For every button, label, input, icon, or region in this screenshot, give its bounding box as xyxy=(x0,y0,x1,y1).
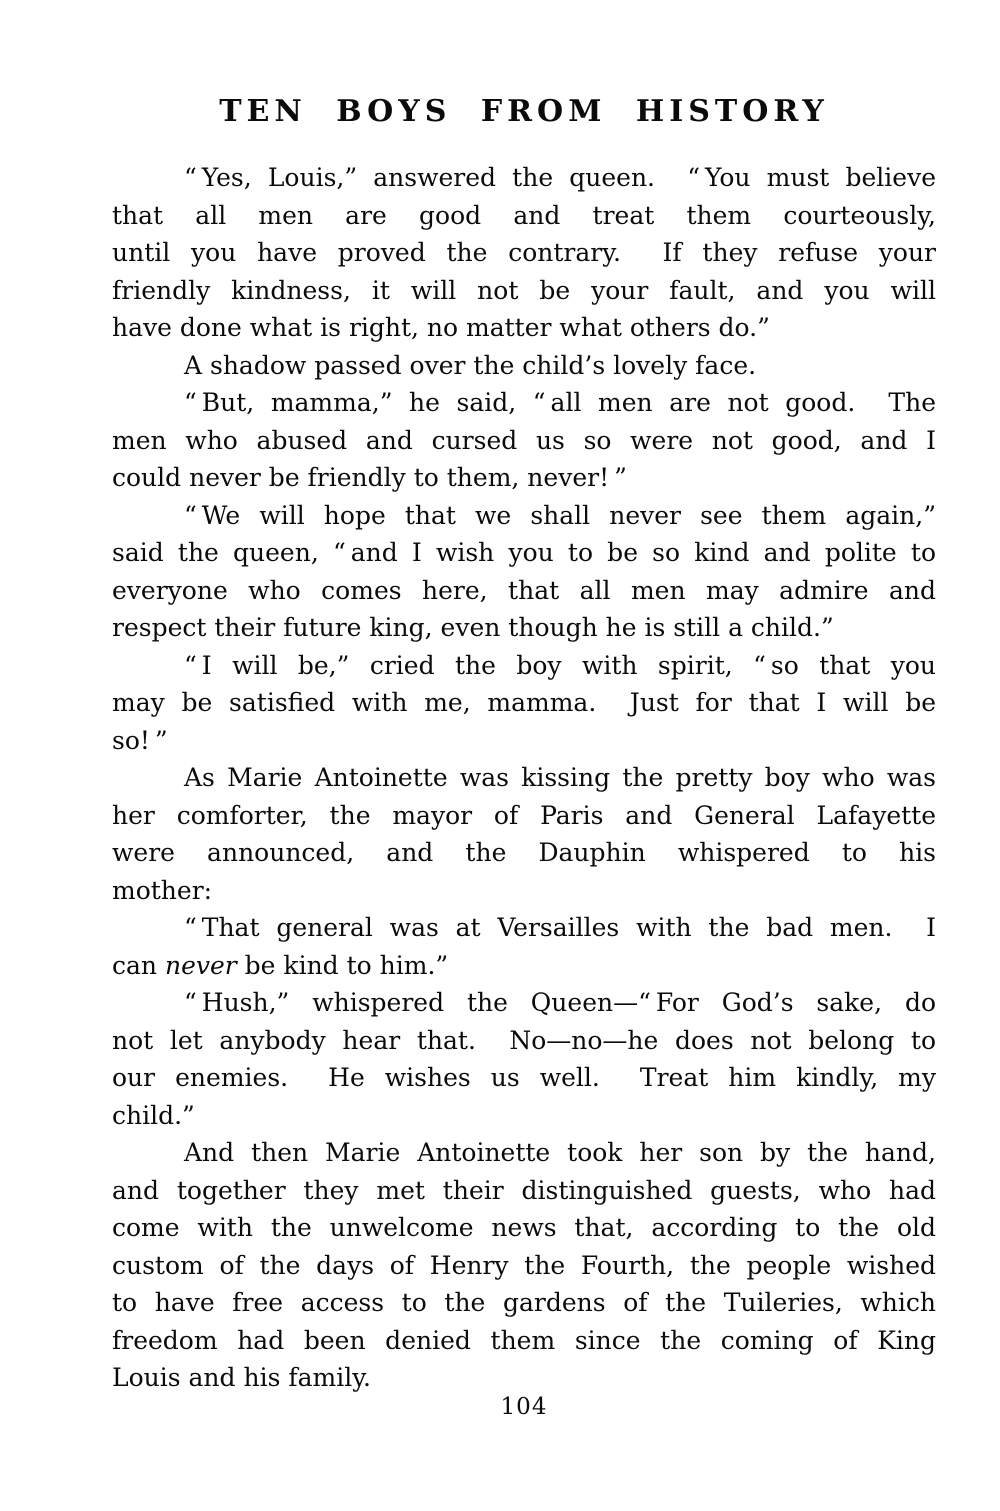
text-line: our enemies. He wishes us well. Treat him kindly, my xyxy=(112,1063,936,1092)
body-text xyxy=(112,159,936,1397)
italic-word: never xyxy=(164,950,237,980)
text-line: said the queen, “ and I wish you to be so kind and polite to xyxy=(112,538,936,567)
text-line: mother: xyxy=(112,875,213,905)
text-line: A shadow passed over the child’s lovely face. xyxy=(184,350,757,380)
text-line: so! ” xyxy=(112,725,168,755)
text-line: friendly kindness, it will not be your fault, and you will xyxy=(112,275,936,305)
paragraph xyxy=(112,384,936,497)
text-line: “ That general was at Versailles with the bad men. I xyxy=(184,913,936,942)
paragraph xyxy=(112,1134,936,1397)
text-line: not let anybody hear that. No—no—he does not belong to xyxy=(112,1025,936,1055)
paragraph xyxy=(112,159,936,347)
text-line: As Marie Antoinette was kissing the pretty boy who was xyxy=(184,763,936,792)
text-line: “ Hush,” whispered the Queen—“ For God’s sake, do xyxy=(184,988,936,1017)
text-line: And then Marie Antoinette took her son by the hand, xyxy=(184,1138,936,1167)
text-line: were announced, and the Dauphin whispered to his xyxy=(112,838,936,867)
text-line: everyone who comes here, that all men may admire and xyxy=(112,575,936,605)
text-line: Louis and his family. xyxy=(112,1363,371,1392)
text-segment: can xyxy=(112,950,165,980)
text-line: and together they met their distinguished guests, who had xyxy=(112,1175,936,1205)
text-line: “ But, mamma,” he said, “ all men are not good. The xyxy=(184,388,936,417)
text-line: until you have proved the contrary. If they refuse your xyxy=(112,238,936,267)
text-line: “ We will hope that we shall never see them again,” xyxy=(184,500,936,530)
paragraph xyxy=(112,497,936,647)
paragraph xyxy=(112,759,936,909)
page-header: TEN BOYS FROM HISTORY xyxy=(219,94,829,129)
text-line: have done what is right, no matter what others do.” xyxy=(112,313,770,342)
text-line: custom of the days of Henry the Fourth, the people wished xyxy=(112,1250,936,1280)
paragraph xyxy=(112,347,936,385)
text-line: men who abused and cursed us so were not good, and I xyxy=(112,425,936,455)
text-line: that all men are good and treat them courteously, xyxy=(112,200,936,230)
text-line: “ I will be,” cried the boy with spirit, “ so that you xyxy=(184,650,936,680)
text-line: “ Yes, Louis,” answered the queen. “ You must believe xyxy=(184,163,936,192)
text-line: could never be friendly to them, never! ” xyxy=(112,463,627,492)
text-line: respect their future king, even though he is still a child.” xyxy=(112,613,834,642)
text-line: to have free access to the gardens of the Tuileries, which xyxy=(112,1288,936,1317)
paragraph xyxy=(112,909,936,984)
page-number: 104 xyxy=(500,1394,548,1420)
text-line: her comforter, the mayor of Paris and General Lafayette xyxy=(112,800,936,830)
text-line: may be satisfied with me, mamma. Just for that I will be xyxy=(112,688,936,717)
text-line: child.” xyxy=(112,1100,195,1130)
paragraph xyxy=(112,984,936,1134)
paragraph xyxy=(112,647,936,760)
text-line: freedom had been denied them since the coming of King xyxy=(112,1325,936,1355)
text-segment: be kind to him.” xyxy=(236,950,449,980)
text-line: come with the unwelcome news that, according to the old xyxy=(112,1213,936,1242)
text-line xyxy=(112,947,936,985)
